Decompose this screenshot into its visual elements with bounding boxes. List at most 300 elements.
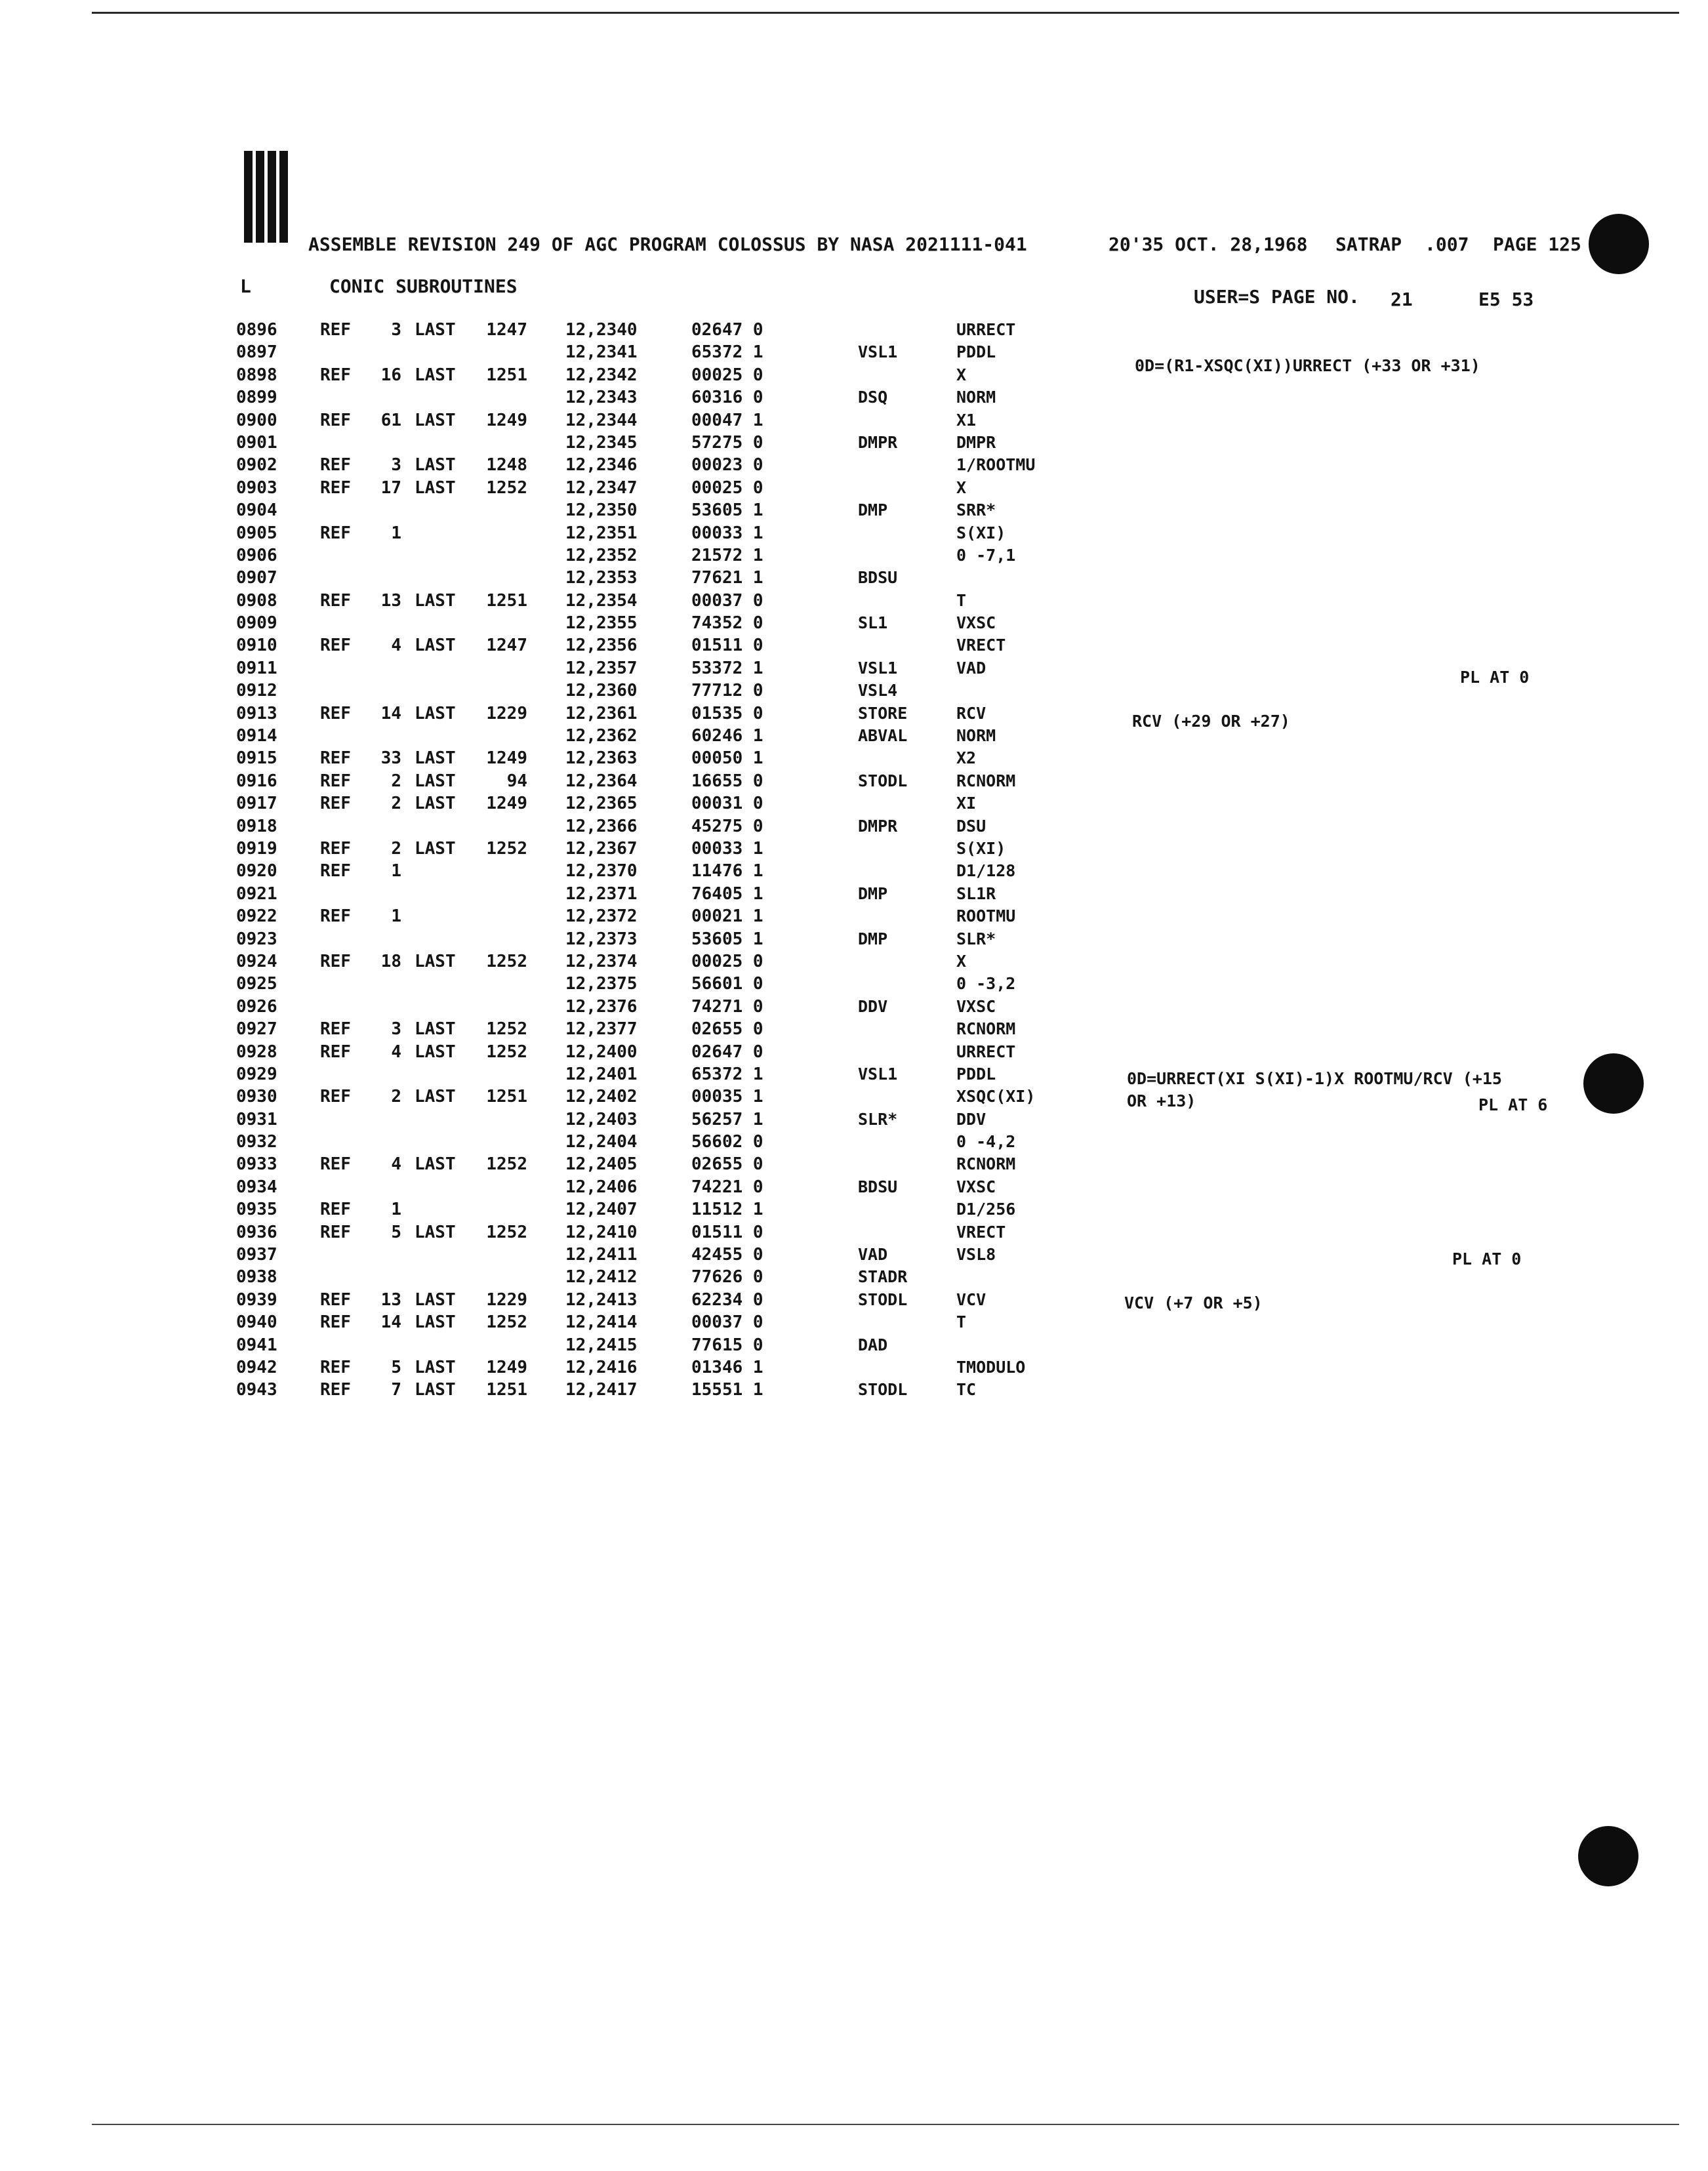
operand: 1/ROOTMU [956,455,1036,475]
barcode-marks [244,151,289,243]
opcode: STODL [858,771,908,790]
octal-code: 42455 0 [691,1245,763,1265]
last-tag: LAST [415,1357,456,1377]
octal-code: 60246 1 [691,726,763,746]
listing-row [0,1198,1708,1221]
ref-count: 14 [380,703,401,723]
last-tag: LAST [415,1222,456,1242]
octal-code: 56601 0 [691,974,763,994]
line-number: 0941 [236,1335,277,1355]
listing-row [0,1131,1708,1153]
ref-count: 2 [391,771,401,791]
ref-tag: REF [320,410,351,430]
address: 12,2377 [565,1019,638,1040]
address: 12,2403 [565,1109,638,1129]
operand: X [956,477,967,497]
line-number: 0935 [236,1200,277,1220]
address: 12,2372 [565,906,638,927]
address: 12,2355 [565,613,638,634]
last-tag: LAST [415,1312,456,1333]
line-number: 0926 [236,996,277,1017]
octal-code: 01511 0 [691,1222,763,1242]
line-number: 0923 [236,929,277,949]
ref-count: 3 [391,1019,401,1040]
ref-count: 13 [380,590,401,611]
ref-count: 33 [380,748,401,769]
operand: S(XI) [956,523,1006,542]
line-number: 0928 [236,1042,277,1062]
listing-row [0,499,1708,521]
listing-row [0,1334,1708,1356]
ref-count: 5 [391,1222,401,1242]
listing-row [0,1221,1708,1244]
last-number: 1252 [486,951,527,971]
address: 12,2347 [565,477,638,498]
ref-count: 4 [391,1042,401,1062]
last-number: 1249 [486,410,527,430]
octal-code: 77621 1 [691,568,763,588]
last-tag: LAST [415,748,456,769]
octal-code: 53372 1 [691,658,763,678]
address: 12,2376 [565,996,638,1017]
octal-code: 11512 1 [691,1200,763,1220]
line-number: 0942 [236,1357,277,1377]
listing-row [0,680,1708,702]
ref-tag: REF [320,590,351,611]
octal-code: 62234 0 [691,1289,763,1310]
ref-tag: REF [320,636,351,656]
last-tag: LAST [415,703,456,723]
last-tag: LAST [415,794,456,814]
operand: XSQC(XI) [956,1087,1036,1106]
octal-code: 00037 0 [691,590,763,611]
opcode: VSL1 [858,658,898,678]
date-line: 20'35 OCT. 28,1968 [1108,233,1308,255]
operand: VSL8 [956,1245,996,1265]
listing-row [0,1086,1708,1108]
address: 12,2356 [565,636,638,656]
octal-code: 00037 0 [691,1312,763,1333]
last-tag: LAST [415,590,456,611]
last-tag: LAST [415,455,456,476]
operand: VAD [956,658,986,678]
comment-0d-urrect: 0D=(R1-XSQC(XI))URRECT (+33 OR +31) [1135,356,1480,375]
operand: SL1R [956,883,996,903]
code-ref: E5 53 [1478,289,1534,310]
line-number: 0934 [236,1177,277,1197]
listing-row [0,567,1708,589]
line-number: 0931 [236,1109,277,1129]
line-number: 0936 [236,1222,277,1242]
address: 12,2375 [565,974,638,994]
ref-count: 4 [391,1154,401,1175]
octal-code: 00033 1 [691,838,763,859]
left-marker: L [240,275,251,297]
line-number: 0927 [236,1019,277,1040]
octal-code: 65372 1 [691,1064,763,1084]
last-number: 1251 [486,590,527,611]
operand: URRECT [956,1042,1016,1061]
operand: ROOTMU [956,906,1016,926]
octal-code: 57275 0 [691,432,763,453]
operand: VXSC [956,996,996,1016]
operand: NORM [956,388,996,407]
opcode: VAD [858,1245,888,1265]
operand: TC [956,1380,977,1400]
address: 12,2363 [565,748,638,769]
operand: RCNORM [956,1019,1016,1039]
line-number: 0925 [236,974,277,994]
ref-tag: REF [320,1312,351,1333]
listing-row [0,386,1708,409]
octal-code: 74271 0 [691,996,763,1017]
listing-row [0,950,1708,973]
line-number: 0938 [236,1267,277,1288]
listing-row [0,1289,1708,1311]
operand: 0 -3,2 [956,974,1016,994]
ref-count: 1 [391,861,401,882]
operand: D1/256 [956,1200,1016,1219]
address: 12,2345 [565,432,638,453]
address: 12,2400 [565,1042,638,1062]
listing-row [0,973,1708,995]
operand: X [956,951,967,971]
last-number: 1249 [486,794,527,814]
line-number: 0906 [236,545,277,565]
operand: VCV [956,1289,986,1309]
operand: DDV [956,1109,986,1129]
operand: PDDL [956,1064,996,1084]
operand: SRR* [956,500,996,520]
ref-tag: REF [320,906,351,927]
operand: RCV [956,703,986,723]
listing-row [0,522,1708,544]
listing-row [0,454,1708,476]
octal-code: 01535 0 [691,703,763,723]
version: .007 [1425,233,1469,255]
listing-row [0,612,1708,634]
octal-code: 01346 1 [691,1357,763,1377]
octal-code: 53605 1 [691,929,763,949]
opcode: STORE [858,703,908,723]
listing-row [0,432,1708,454]
ref-tag: REF [320,1019,351,1040]
listing-row [0,860,1708,882]
operand: VRECT [956,636,1006,655]
listing-row [0,1379,1708,1401]
listing-row [0,634,1708,657]
last-tag: LAST [415,365,456,385]
ref-tag: REF [320,703,351,723]
address: 12,2357 [565,658,638,678]
last-number: 1229 [486,703,527,723]
octal-code: 00047 1 [691,410,763,430]
octal-code: 15551 1 [691,1380,763,1400]
address: 12,2373 [565,929,638,949]
address: 12,2402 [565,1087,638,1107]
operand: DSU [956,816,986,836]
listing-row [0,702,1708,725]
octal-code: 56257 1 [691,1109,763,1129]
line-number: 0940 [236,1312,277,1333]
address: 12,2352 [565,545,638,565]
line-number: 0924 [236,951,277,971]
octal-code: 02655 0 [691,1019,763,1040]
listing-row [0,1108,1708,1131]
line-number: 0915 [236,748,277,769]
line-number: 0937 [236,1245,277,1265]
address: 12,2370 [565,861,638,882]
opcode: STADR [858,1267,908,1287]
user-page-number: 21 [1391,289,1413,310]
operand: X [956,365,967,384]
operand: X2 [956,748,977,768]
listing-row [0,996,1708,1018]
operand: SLR* [956,929,996,948]
opcode: VSL4 [858,681,898,700]
last-tag: LAST [415,636,456,656]
last-tag: LAST [415,951,456,971]
opcode: SLR* [858,1109,898,1129]
comment-vcv: VCV (+7 OR +5) [1124,1293,1263,1312]
octal-code: 74221 0 [691,1177,763,1197]
last-tag: LAST [415,1380,456,1400]
address: 12,2360 [565,681,638,701]
opcode: VSL1 [858,342,898,362]
operand: T [956,1312,967,1332]
listing-row [0,319,1708,341]
listing-row [0,409,1708,432]
octal-code: 77712 0 [691,681,763,701]
opcode: DMPR [858,816,898,836]
opcode: DMPR [858,432,898,452]
last-tag: LAST [415,1019,456,1040]
address: 12,2350 [565,500,638,521]
operand: TMODULO [956,1357,1026,1377]
ref-tag: REF [320,1357,351,1377]
octal-code: 65372 1 [691,342,763,363]
octal-code: 74352 0 [691,613,763,634]
ref-tag: REF [320,1289,351,1310]
octal-code: 00025 0 [691,477,763,498]
comment-0d-urrect-xi-cont: OR +13) [1127,1091,1196,1110]
address: 12,2365 [565,794,638,814]
listing-row [0,905,1708,927]
line-number: 0909 [236,613,277,634]
listing-rows [0,319,1708,1402]
last-number: 1247 [486,636,527,656]
line-number: 0939 [236,1289,277,1310]
last-number: 1251 [486,1380,527,1400]
ref-count: 1 [391,906,401,927]
address: 12,2346 [565,455,638,476]
octal-code: 76405 1 [691,883,763,904]
opcode: DSQ [858,388,888,407]
line-number: 0943 [236,1380,277,1400]
ref-tag: REF [320,861,351,882]
opcode: ABVAL [858,726,908,746]
opcode: BDSU [858,1177,898,1196]
listing-row [0,590,1708,612]
octal-code: 00033 1 [691,523,763,543]
last-tag: LAST [415,477,456,498]
comment-rcv: RCV (+29 OR +27) [1132,712,1290,731]
assembler-line: ASSEMBLE REVISION 249 OF AGC PROGRAM COLOSSUS BY NASA 2021111-041 [308,233,1027,255]
opcode: STODL [858,1289,908,1309]
ref-tag: REF [320,365,351,385]
address: 12,2412 [565,1267,638,1288]
ref-count: 13 [380,1289,401,1310]
listing-row [0,1176,1708,1198]
opcode: STODL [858,1380,908,1400]
last-number: 1247 [486,320,527,340]
punch-hole-top [1589,214,1649,274]
operand: RCNORM [956,771,1016,790]
opcode: DDV [858,996,888,1016]
ref-tag: REF [320,748,351,769]
line-number: 0896 [236,320,277,340]
ref-tag: REF [320,1087,351,1107]
last-number: 1249 [486,1357,527,1377]
listing-row [0,883,1708,905]
octal-code: 00031 0 [691,794,763,814]
last-number: 1229 [486,1289,527,1310]
ref-tag: REF [320,771,351,791]
octal-code: 00025 0 [691,365,763,385]
line-number: 0900 [236,410,277,430]
operand: XI [956,794,977,813]
line-number: 0929 [236,1064,277,1084]
ref-tag: REF [320,794,351,814]
listing-row [0,544,1708,567]
scan-edge-bottom [92,2124,1679,2125]
address: 12,2411 [565,1245,638,1265]
line-number: 0921 [236,883,277,904]
last-tag: LAST [415,838,456,859]
operand: NORM [956,726,996,746]
last-number: 1252 [486,1154,527,1175]
ref-count: 5 [391,1357,401,1377]
octal-code: 56602 0 [691,1132,763,1152]
listing-row [0,792,1708,815]
ref-tag: REF [320,1200,351,1220]
address: 12,2366 [565,816,638,836]
last-number: 1251 [486,1087,527,1107]
listing-row [0,1311,1708,1333]
address: 12,2354 [565,590,638,611]
address: 12,2406 [565,1177,638,1197]
ref-count: 2 [391,1087,401,1107]
comment-pl-at-0-second: PL AT 0 [1452,1249,1522,1268]
octal-code: 77615 0 [691,1335,763,1355]
operand: PDDL [956,342,996,362]
last-number: 1248 [486,455,527,476]
line-number: 0930 [236,1087,277,1107]
opcode: BDSU [858,568,898,588]
octal-code: 60316 0 [691,388,763,408]
octal-code: 00050 1 [691,748,763,769]
page-label: PAGE 125 [1493,233,1581,255]
line-number: 0917 [236,794,277,814]
line-number: 0910 [236,636,277,656]
last-tag: LAST [415,410,456,430]
ref-tag: REF [320,523,351,543]
octal-code: 45275 0 [691,816,763,836]
listing-row [0,477,1708,499]
address: 12,2351 [565,523,638,543]
address: 12,2415 [565,1335,638,1355]
octal-code: 00025 0 [691,951,763,971]
octal-code: 00035 1 [691,1087,763,1107]
opcode: DMP [858,929,888,948]
operand: URRECT [956,320,1016,339]
line-number: 0919 [236,838,277,859]
operand: 0 -7,1 [956,545,1016,565]
octal-code: 02655 0 [691,1154,763,1175]
address: 12,2417 [565,1380,638,1400]
address: 12,2344 [565,410,638,430]
address: 12,2371 [565,883,638,904]
line-number: 0913 [236,703,277,723]
scan-edge-top [92,12,1679,14]
last-tag: LAST [415,1087,456,1107]
line-number: 0922 [236,906,277,927]
listing-row [0,838,1708,860]
listing-row [0,1041,1708,1063]
punch-hole-bottom [1578,1826,1638,1886]
listing-row [0,815,1708,838]
ref-count: 3 [391,320,401,340]
section-title: CONIC SUBROUTINES [329,275,518,297]
octal-code: 02647 0 [691,1042,763,1062]
comment-pl-at-6: PL AT 6 [1478,1095,1548,1114]
opcode: DAD [858,1335,888,1354]
line-number: 0908 [236,590,277,611]
last-number: 1251 [486,365,527,385]
listing-row [0,928,1708,950]
address: 12,2341 [565,342,638,363]
ref-count: 1 [391,1200,401,1220]
address: 12,2405 [565,1154,638,1175]
line-number: 0911 [236,658,277,678]
operand: D1/128 [956,861,1016,881]
operand: VXSC [956,613,996,633]
octal-code: 00023 0 [691,455,763,476]
last-number: 1252 [486,1042,527,1062]
octal-code: 02647 0 [691,320,763,340]
address: 12,2414 [565,1312,638,1333]
operand: 0 -4,2 [956,1132,1016,1152]
address: 12,2364 [565,771,638,791]
address: 12,2416 [565,1357,638,1377]
address: 12,2342 [565,365,638,385]
last-number: 1252 [486,1312,527,1333]
address: 12,2401 [565,1064,638,1084]
address: 12,2361 [565,703,638,723]
operand: RCNORM [956,1154,1016,1174]
ref-tag: REF [320,838,351,859]
operand: X1 [956,410,977,430]
ref-tag: REF [320,455,351,476]
line-number: 0916 [236,771,277,791]
address: 12,2340 [565,320,638,340]
user-page-label: USER=S PAGE NO. [1194,286,1360,308]
user-name: SATRAP [1335,233,1402,255]
address: 12,2374 [565,951,638,971]
ref-tag: REF [320,1154,351,1175]
listing-row [0,1266,1708,1288]
comment-0d-urrect-xi: 0D=URRECT(XI S(XI)-1)X ROOTMU/RCV (+15 [1127,1069,1502,1088]
